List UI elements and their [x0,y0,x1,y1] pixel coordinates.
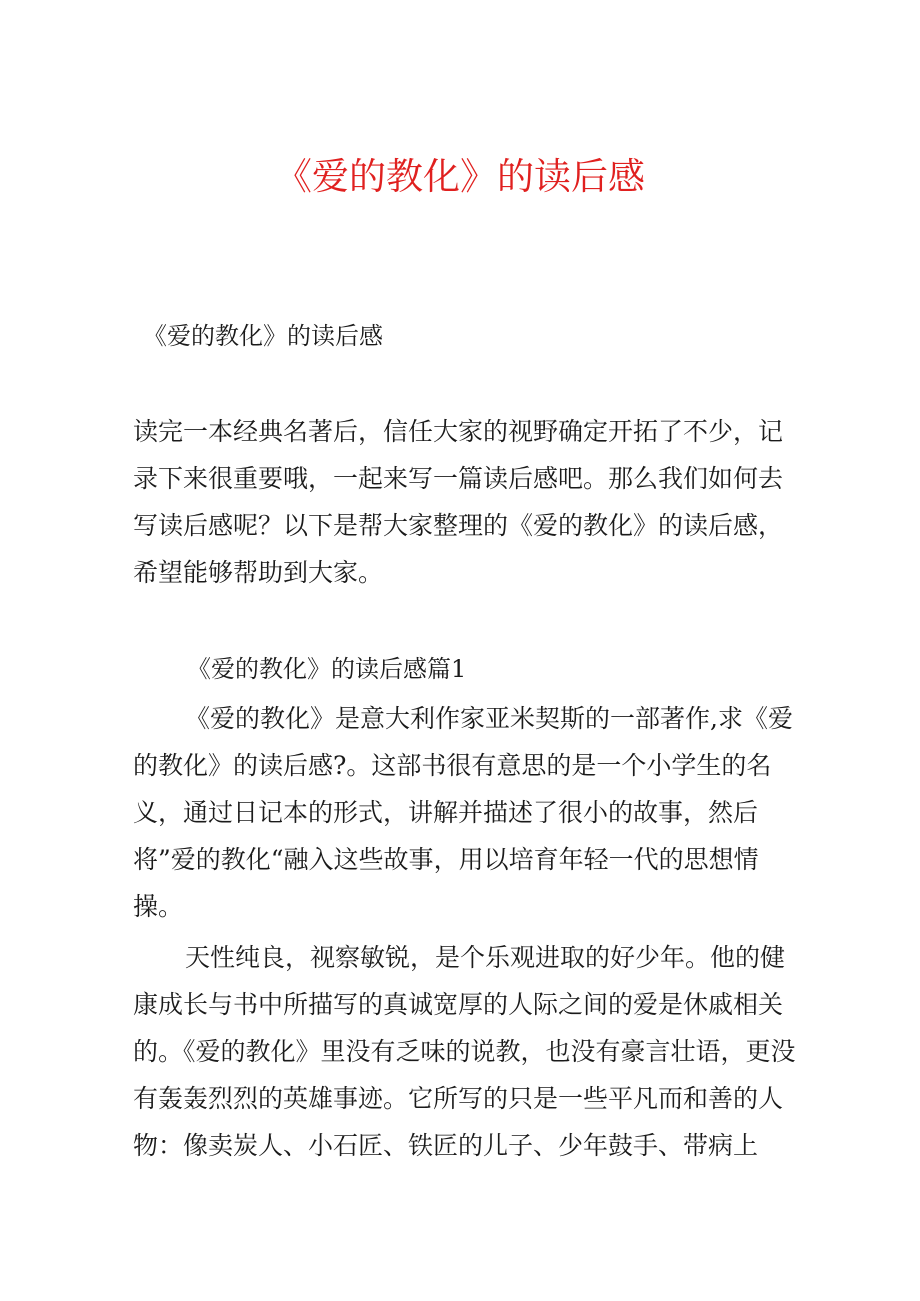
intro-paragraph: 读完一本经典名著后，信任大家的视野确定开拓了不少，记录下来很重要哦，一起来写一篇读后感吧。那么我们如何去写读后感呢？以下是帮大家整理的《爱的教化》的读后感，希望能够帮助到大家。 [133,417,784,587]
body-paragraph-2: 天性纯良，视察敏锐，是个乐观进取的好少年。他的健康成长与书中所描写的真诚宽厚的人际之间的爱是休戚相关的。《爱的教化》里没有乏味的说教，也没有豪言壮语，更没有轰轰烈烈的英雄事迹。它所写的只是一些平凡而和善的人物：像卖炭人、小石匠、铁匠的儿子、少年鼓手、带病上 [133,943,796,1160]
document-title: 《爱的教化》的读后感 [275,155,645,198]
section-title: 《爱的教化》的读后感篇1 [187,655,467,683]
body-paragraph-1: 《爱的教化》是意大利作家亚米契斯的一部著作,求《爱的教化》的读后感?。这部书很有意思的是一个小学生的名义，通过日记本的形式，讲解并描述了很小的故事，然后将”爱的教化“融入这些故事，用以培育年轻一代的思想情操。 [133,704,793,921]
document-subtitle: 《爱的教化》的读后感 [143,322,383,350]
